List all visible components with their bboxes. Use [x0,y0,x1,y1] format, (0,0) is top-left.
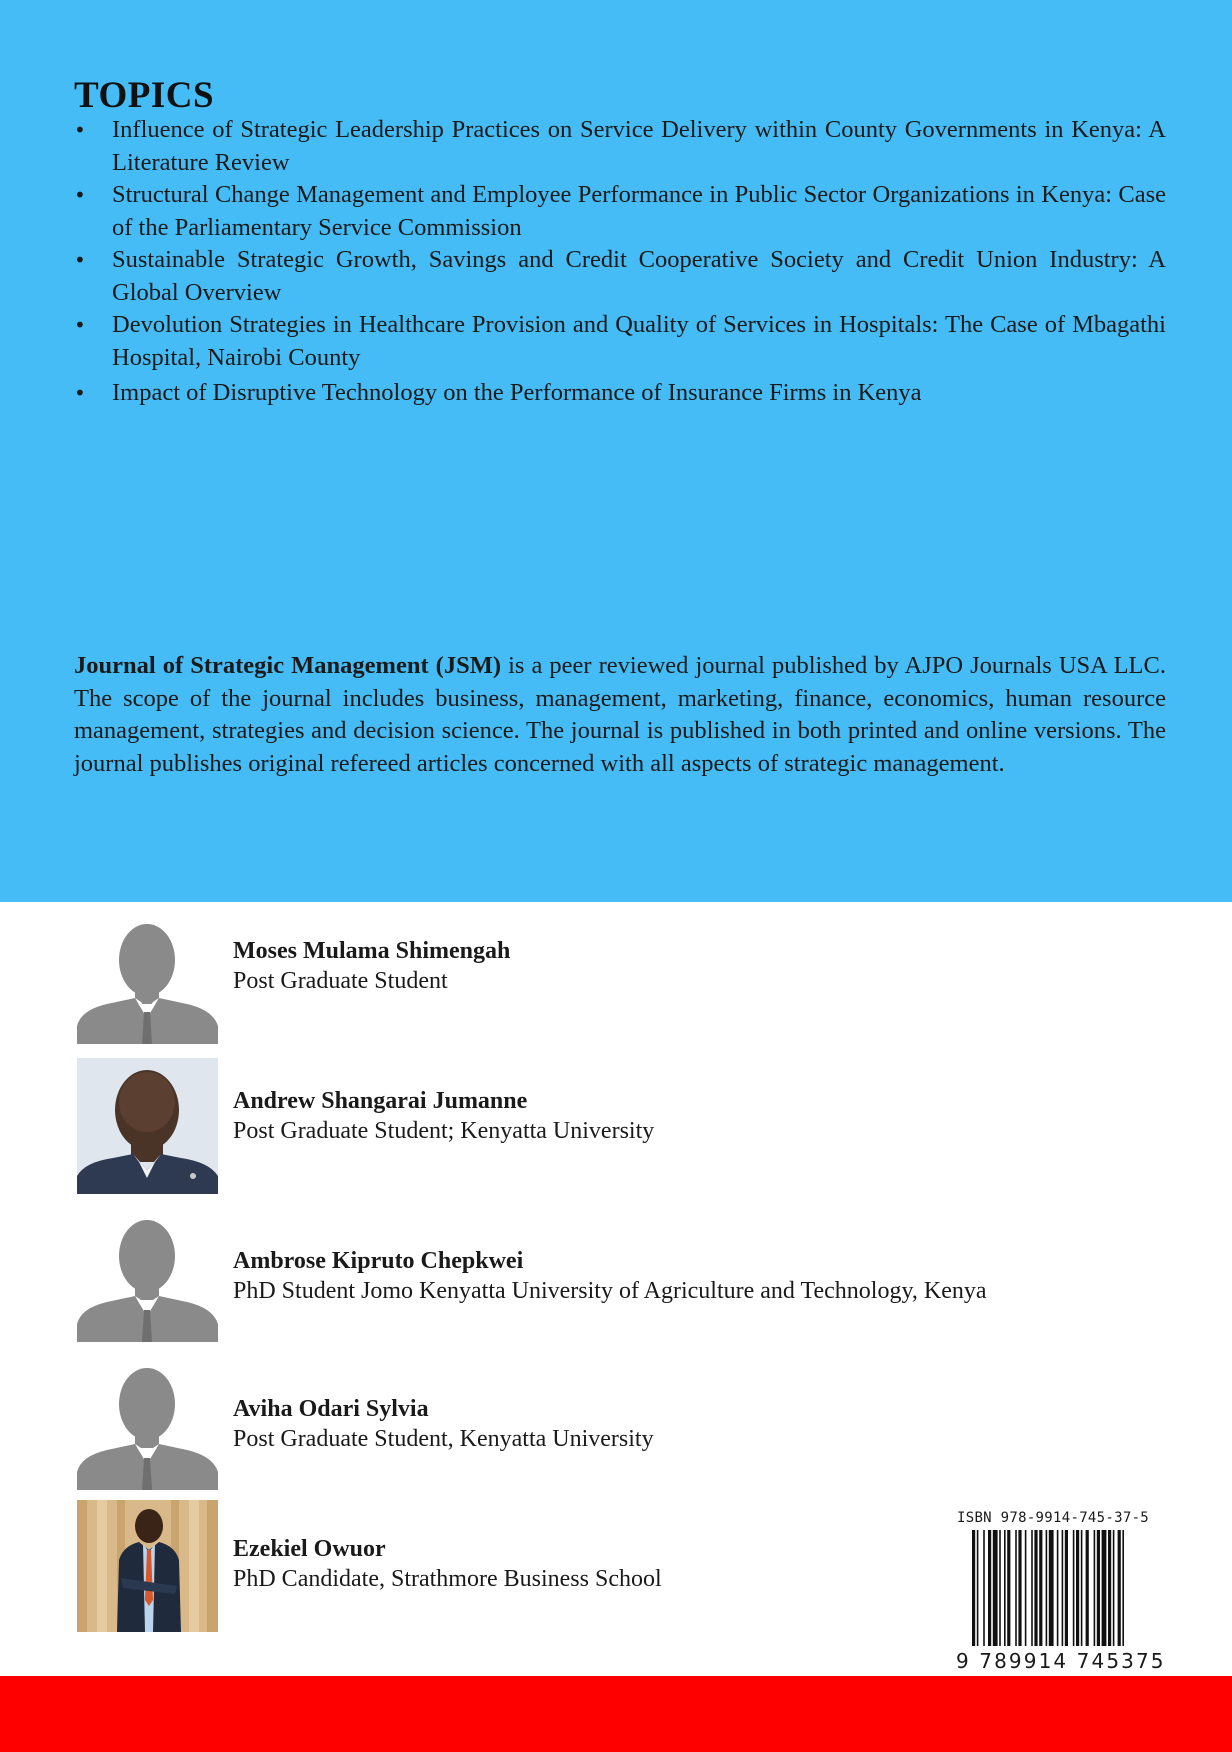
author-entry [77,1218,1077,1358]
barcode-bar [1004,1530,1006,1646]
barcode-bar [1113,1530,1115,1646]
barcode-bar [1122,1530,1124,1646]
barcode-bar [1018,1530,1021,1646]
barcode-bar [1081,1530,1083,1646]
topic-item: • Structural Change Management and Employee Performance in Public Sector Organizations in Kenya: Case of the Parliamentary Service Commission [74,179,1166,244]
barcode-bar [1118,1530,1121,1646]
isbn-barcode [950,1506,1170,1674]
barcode-bar [988,1530,991,1646]
journal-description-text: is a peer reviewed journal published by AJPO Journals USA LLC. The scope of the journal includes business, management, marketing, finance, economics, human resource management, strategies and decision science. The journal is published in both printed and online versions. The journal publishes original refereed articles concerned with all aspects of strategic management. [74,652,1166,777]
author-name: Andrew Shangarai Jumanne [233,1088,528,1114]
author-name: Ambrose Kipruto Chepkwei [233,1248,524,1274]
barcode-bars-icon [950,1530,1170,1662]
barcode-bar [983,1530,985,1646]
author-entry [77,1058,1077,1198]
author-portrait-photo [77,1500,218,1632]
silhouette-avatar-icon [77,1218,218,1354]
silhouette-avatar-icon [77,1366,218,1502]
silhouette-avatar-icon [77,922,218,1058]
barcode-bar [1062,1530,1064,1646]
journal-description [74,650,1166,780]
barcode-bar [1097,1530,1100,1646]
barcode-bar [1007,1530,1010,1646]
barcode-bar [1073,1530,1075,1646]
barcode-bar [1015,1530,1017,1646]
isbn-digits: 9 789914 745375 [956,1649,1166,1673]
topic-item: • Sustainable Strategic Growth, Savings and Credit Cooperative Society and Credit Union Industry: A Global Overview [74,244,1166,309]
barcode-bar [977,1530,979,1646]
barcode-bar [1031,1530,1033,1646]
author-name: Ezekiel Owuor [233,1536,386,1562]
author-name: Aviha Odari Sylvia [233,1396,429,1422]
topic-item: • Devolution Strategies in Healthcare Provision and Quality of Services in Hospitals: The Case of Mbagathi Hospital, Nairobi County [74,309,1166,374]
barcode-bar [1034,1530,1037,1646]
barcode-bar [993,1530,998,1646]
topic-item: • Influence of Strategic Leadership Practices on Service Delivery within County Governments in Kenya: A Literature Review [74,114,1166,179]
barcode-bar [1046,1530,1048,1646]
barcode-bar [1065,1530,1068,1646]
author-role: PhD Student Jomo Kenyatta University of Agriculture and Technology, Kenya [233,1278,987,1304]
author-role: Post Graduate Student; Kenyatta University [233,1118,655,1144]
barcode-bar [999,1530,1001,1646]
barcode-bar [1108,1530,1111,1646]
topics-list [74,114,1166,410]
author-role: Post Graduate Student, Kenyatta University [233,1426,654,1452]
author-entry [77,1500,1077,1640]
author-entry [77,1366,1077,1506]
barcode-bar [1094,1530,1096,1646]
barcode-bar [1086,1530,1089,1646]
footer-band [0,1676,1232,1752]
barcode-bar [972,1530,975,1646]
barcode-bar [1102,1530,1107,1646]
isbn-label: ISBN 978-9914-745-37-5 [957,1510,1150,1526]
author-role: PhD Candidate, Strathmore Business School [233,1566,662,1592]
author-portrait-photo [77,1058,218,1194]
barcode-bar [1076,1530,1079,1646]
barcode-bar [1039,1530,1042,1646]
topics-heading: TOPICS [74,75,215,116]
author-name: Moses Mulama Shimengah [233,938,511,964]
author-role: Post Graduate Student [233,968,448,994]
journal-name: Journal of Strategic Management (JSM) [74,652,501,679]
barcode-bar [1025,1530,1027,1646]
topic-item: • Impact of Disruptive Technology on the Performance of Insurance Firms in Kenya [74,377,1166,410]
barcode-bar [1057,1530,1059,1646]
author-entry [77,922,1077,1062]
barcode-bar [1049,1530,1054,1646]
